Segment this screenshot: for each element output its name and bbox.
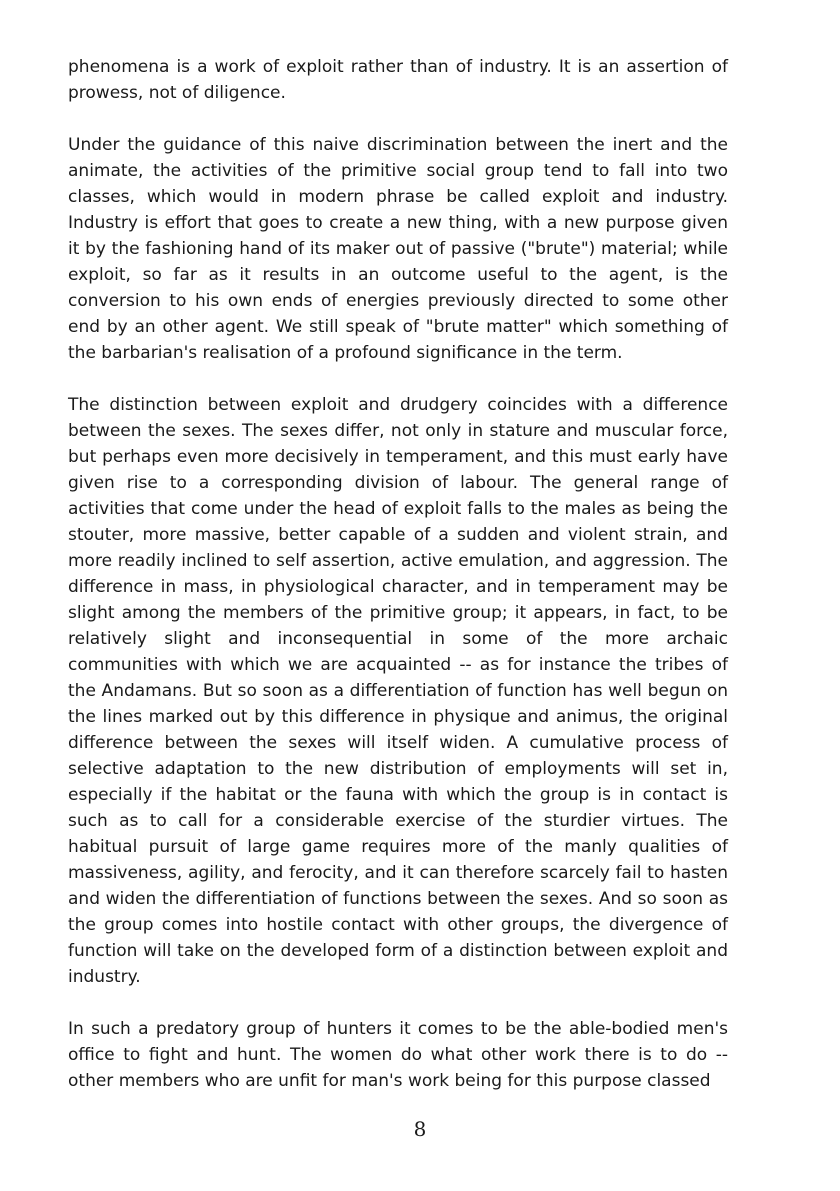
- page-body: [68, 54, 728, 1120]
- paragraph-3: The distinction between exploit and drudgery coincides with a difference between the sexes. The sexes differ, not only in stature and muscular force, but perhaps even more decisively in temperament, and this must early have given rise to a corresponding division of labour. The general range of activities that come under the head of exploit falls to the males as being the stouter, more massive, better capable of a sudden and violent strain, and more readily inclined to self assertion, active emulation, and aggression. The difference in mass, in physiological character, and in temperament may be slight among the members of the primitive group; it appears, in fact, to be relatively slight and inconsequential in some of the more archaic communities with which we are acquainted -- as for instance the tribes of the Andamans. But so soon as a differentiation of function has well begun on the lines marked out by this difference in physique and animus, the original difference between the sexes will itself widen. A cumulative process of selective adaptation to the new distribution of employments will set in, especially if the habitat or the fauna with which the group is in contact is such as to call for a considerable exercise of the sturdier virtues. The habitual pursuit of large game requires more of the manly qualities of massiveness, agility, and ferocity, and it can therefore scarcely fail to hasten and widen the differentiation of functions between the sexes. And so soon as the group comes into hostile contact with other groups, the divergence of function will take on the developed form of a distinction between exploit and industry.: [68, 395, 728, 987]
- page-number: 8: [413, 1117, 427, 1141]
- paragraph-4: In such a predatory group of hunters it comes to be the able-bodied men's office to fight and hunt. The women do what other work there is to do -- other members who are unfit for man's work being for this purpose classed: [68, 1019, 728, 1091]
- paragraph-1: phenomena is a work of exploit rather than of industry. It is an assertion of prowess, not of diligence.: [68, 57, 728, 103]
- paragraph-2: Under the guidance of this naive discrimination between the inert and the animate, the activities of the primitive social group tend to fall into two classes, which would in modern phrase be called exploit and industry. Industry is effort that goes to create a new thing, with a new purpose given it by the fashioning hand of its maker out of passive ("brute") material; while exploit, so far as it results in an outcome useful to the agent, is the conversion to his own ends of energies previously directed to some other end by an other agent. We still speak of "brute matter" which something of the barbarian's realisation of a profound significance in the term.: [68, 135, 728, 363]
